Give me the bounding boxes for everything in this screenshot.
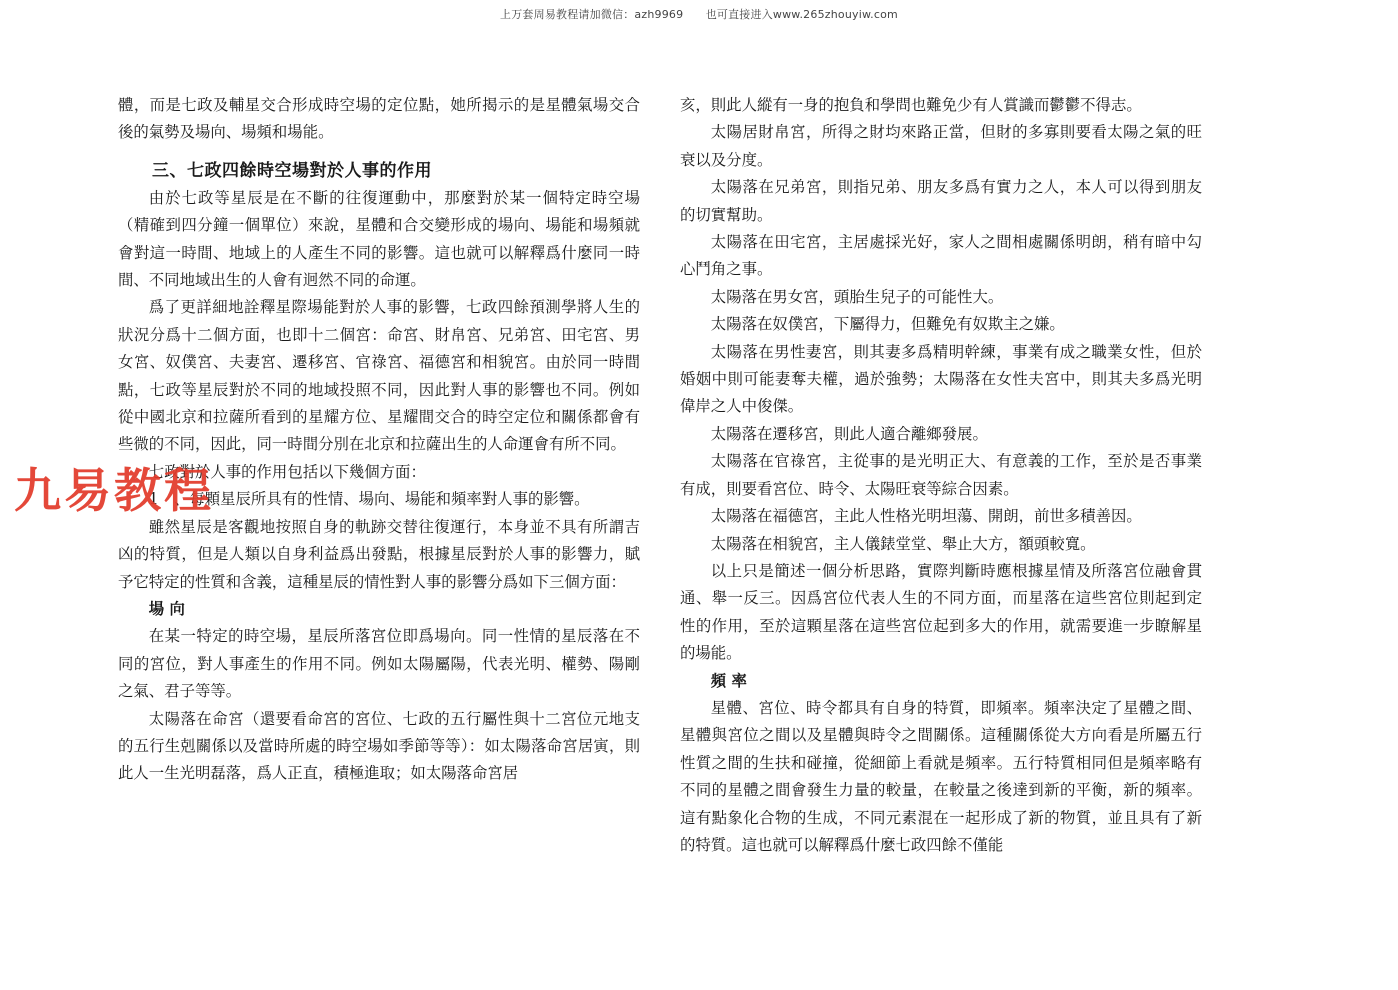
- paragraph: 太陽落在奴僕宮，下屬得力，但難免有奴欺主之嫌。: [710, 315, 1065, 334]
- paragraph: 七政對於人事的作用包括以下幾個方面：: [148, 462, 426, 481]
- paragraph: 太陽落在相貌宮，主人儀錶堂堂、舉止大方，額頭較寬。: [710, 534, 1096, 553]
- watermark-logo: 九易教程: [14, 464, 214, 519]
- left-text-column: [118, 92, 640, 788]
- paragraph: 以上只是簡述一個分析思路，實際判斷時應根據星情及所落宮位融會貫通、舉一反三。因爲宮位代表人生的不同方面，而星落在這些宮位則起到定性的作用，至於這顆星落在這些宮位起到多大的作用，就需要進一步瞭解星的場能。: [680, 561, 1202, 663]
- paragraph: 太陽居財帛宮，所得之財均來路正當，但財的多寡則要看太陽之氣的旺衰以及分度。: [680, 123, 1202, 169]
- paragraph: 亥，則此人縱有一身的抱負和學問也難免少有人賞識而鬱鬱不得志。: [680, 96, 1142, 114]
- paragraph: 太陽落在兄弟宮，則指兄弟、朋友多爲有實力之人，本人可以得到朋友的切實幫助。: [680, 178, 1202, 224]
- section-heading: 三、七政四餘時空場對於人事的作用: [152, 160, 432, 181]
- paragraph: 太陽落在福德宮，主此人性格光明坦蕩、開朗，前世多積善因。: [710, 507, 1142, 526]
- paragraph: 雖然星辰是客觀地按照自身的軌跡交替往復運行，本身並不具有所謂吉凶的特質，但是人類以自身利益爲出發點，根據星辰對於人事的影響力，賦予它特定的性質和含義，這種星辰的情性對人事的影響分爲如下三個方面：: [118, 517, 640, 591]
- right-text-column: [680, 92, 1202, 859]
- paragraph: 1 、每顆星辰所具有的性情、場向、場能和頻率對人事的影響。: [148, 490, 590, 509]
- paragraph: 由於七政等星辰是在不斷的往復運動中，那麼對於某一個特定時空場（精確到四分鐘一個單位）來說，星體和合交變形成的場向、場能和場頻就會對這一時間、地域上的人產生不同的影響。這也就可以解釋爲什麼同一時間、不同地域出生的人會有迥然不同的命運。: [118, 188, 640, 290]
- paragraph: 太陽落在遷移宮，則此人適合離鄉發展。: [710, 424, 988, 443]
- subheading: 頻 率: [710, 671, 747, 690]
- paragraph: 體，而是七政及輔星交合形成時空場的定位點，她所揭示的是星體氣場交合後的氣勢及場向、場頻和場能。: [118, 96, 640, 142]
- paragraph: 太陽落在男女宮，頭胎生兒子的可能性大。: [710, 287, 1004, 306]
- paragraph: 爲了更詳細地詮釋星際場能對於人事的影響，七政四餘預測學將人生的狀況分爲十二個方面，也即十二個宮：命宮、財帛宮、兄弟宮、田宅宮、男女宮、奴僕宮、夫妻宮、遷移宮、官祿宮、福德宮和相貌宮。由於同一時間點，七政等星辰對於不同的地域投照不同，因此對人事的影響也不同。例如從中國北京和拉薩所看到的星耀方位、星耀間交合的時空定位和關係都會有些微的不同，因此，同一時間分別在北京和拉薩出生的人命運會有所不同。: [118, 298, 640, 454]
- paragraph: 太陽落在男性妻宮，則其妻多爲精明幹練，事業有成之職業女性，但於婚姻中則可能妻奪夫權，過於強勢；太陽落在女性夫宮中，則其夫多爲光明偉岸之人中俊傑。: [680, 342, 1202, 416]
- paragraph: 太陽落在命宮（還要看命宮的宮位、七政的五行屬性與十二宮位元地支的五行生剋關係以及當時所處的時空場如季節等等）：如太陽落命宮居寅，則此人一生光明磊落，爲人正直，積極進取；如太陽落命宮居: [118, 709, 640, 783]
- paragraph: 太陽落在官祿宮，主從事的是光明正大、有意義的工作，至於是否事業有成，則要看宮位、時令、太陽旺衰等綜合因素。: [680, 452, 1202, 498]
- paragraph: 星體、宮位、時令都具有自身的特質，即頻率。頻率決定了星體之間、星體與宮位之間以及星體與時令之間關係。這種關係從大方向看是所屬五行性質之間的生扶和碰撞，從細節上看就是頻率。五行特質相同但是頻率略有不同的星體之間會發生力量的較量，在較量之後達到新的平衡，新的頻率。這有點象化合物的生成，不同元素混在一起形成了新的物質，並且具有了新的特質。這也就可以解釋爲什麼七政四餘不僅能: [680, 698, 1202, 854]
- top-banner-note: 上万套周易教程请加微信：azh9969 也可直接进入www.265zhouyiw.com: [500, 8, 898, 21]
- paragraph: 在某一特定的時空場，星辰所落宮位即爲場向。同一性情的星辰落在不同的宮位，對人事產生的作用不同。例如太陽屬陽，代表光明、權勢、陽剛之氣、君子等等。: [118, 627, 640, 701]
- subheading: 場 向: [148, 599, 185, 618]
- paragraph: 太陽落在田宅宮，主居處採光好，家人之間相處關係明朗，稍有暗中勾心鬥角之事。: [680, 233, 1202, 279]
